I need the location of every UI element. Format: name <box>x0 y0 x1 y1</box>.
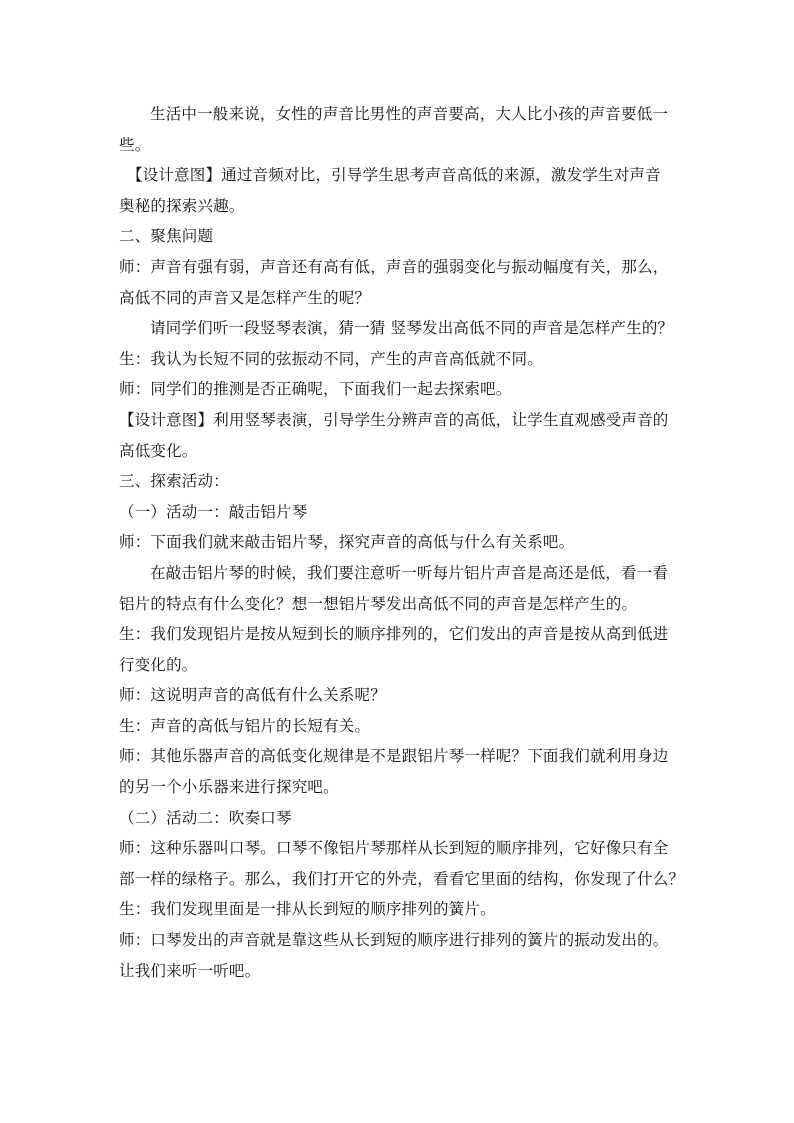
paragraph-line: 师：声音有强有弱，声音还有高有低，声音的强弱变化与振动幅度有关，那么， <box>119 257 669 276</box>
paragraph-line: 师：其他乐器声音的高低变化规律是不是跟铝片琴一样呢？下面我们就利用身边 <box>119 747 669 766</box>
paragraph-line: 请同学们听一段竖琴表演，猜一猜 竖琴发出高低不同的声音是怎样产生的？ <box>150 319 674 338</box>
paragraph-line: 让我们来听一听吧。 <box>119 961 261 980</box>
paragraph-line: 部一样的绿格子。那么，我们打开它的外壳，看看它里面的结构，你发现了什么？ <box>119 869 685 888</box>
paragraph-line: 高低变化。 <box>119 441 198 460</box>
document-body <box>119 99 685 986</box>
paragraph-line: 师：同学们的推测是否正确呢，下面我们一起去探索吧。 <box>119 380 512 399</box>
paragraph-line: 行变化的。 <box>119 655 198 674</box>
paragraph-line: 生：我们发现里面是一排从长到短的顺序排列的簧片。 <box>119 900 496 919</box>
paragraph-line: 奥秘的探索兴趣。 <box>119 196 245 215</box>
section-heading: 三、探索活动： <box>119 472 229 491</box>
paragraph-line: 【设计意图】通过音频对比，引导学生思考声音高低的来源，激发学生对声音 <box>127 166 661 185</box>
paragraph-line: 【设计意图】利用竖琴表演，引导学生分辨声音的高低，让学生直观感受声音的 <box>119 410 669 429</box>
paragraph-line: 师：口琴发出的声音就是靠这些从长到短的顺序进行排列的簧片的振动发出的。 <box>119 931 669 950</box>
paragraph-line: 生活中一般来说，女性的声音比男性的声音要高，大人比小孩的声音要低一 <box>150 105 669 123</box>
subsection-heading: （二）活动二：吹奏口琴 <box>119 808 292 827</box>
paragraph-line: 生：我们发现铝片是按从短到长的顺序排列的，它们发出的声音是按从高到低进 <box>119 625 669 644</box>
paragraph-line: 师：这种乐器叫口琴。口琴不像铝片琴那样从长到短的顺序排列，它好像只有全 <box>119 839 669 858</box>
paragraph-line: 生：声音的高低与铝片的长短有关。 <box>119 716 371 735</box>
paragraph-line: 高低不同的声音又是怎样产生的呢？ <box>119 288 371 307</box>
paragraph-line: 生：我认为长短不同的弦振动不同，产生的声音高低就不同。 <box>119 349 543 368</box>
subsection-heading: （一）活动一：敲击铝片琴 <box>119 502 308 521</box>
paragraph-line: 些。 <box>119 135 151 154</box>
paragraph-line: 铝片的特点有什么变化？想一想铝片琴发出高低不同的声音是怎样产生的。 <box>119 594 638 613</box>
paragraph-line: 的另一个小乐器来进行探究吧。 <box>119 778 339 797</box>
paragraph-line: 师：下面我们就来敲击铝片琴，探究声音的高低与什么有关系吧。 <box>119 533 575 552</box>
paragraph-line: 在敲击铝片琴的时候，我们要注意听一听每片铝片声音是高还是低，看一看 <box>150 563 669 582</box>
section-heading: 二、聚焦问题 <box>119 227 214 246</box>
paragraph-line: 师：这说明声音的高低有什么关系呢？ <box>119 686 386 705</box>
